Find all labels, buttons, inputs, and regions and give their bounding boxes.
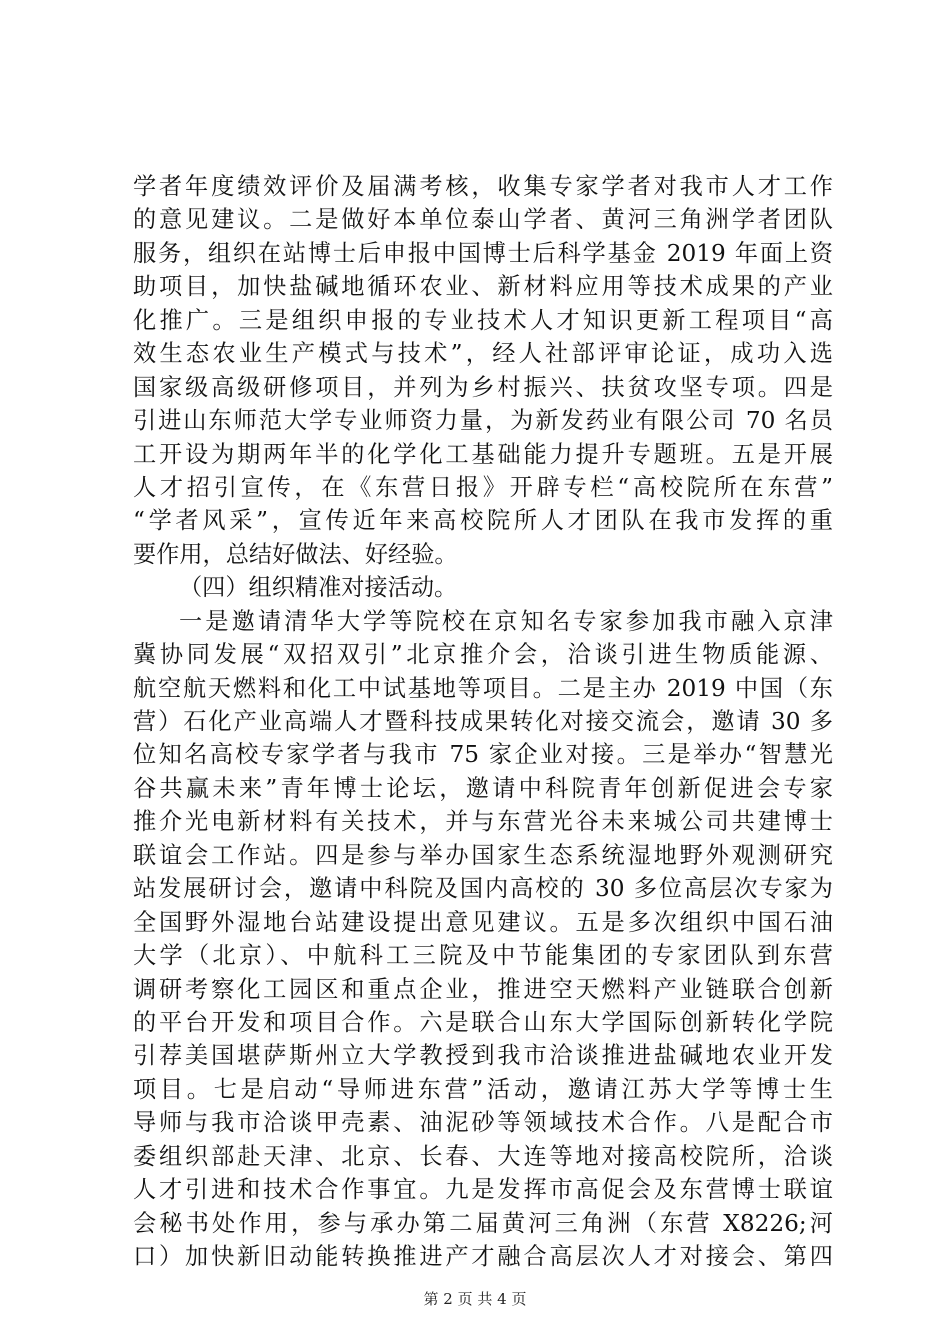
text-line: 冀协同发展“双招双引”北京推介会，洽谈引进生物质能源、 bbox=[133, 641, 833, 669]
text-line: 效生态农业生产模式与技术”，经人社部评审论证，成功入选 bbox=[133, 340, 833, 368]
body-text bbox=[133, 170, 833, 1273]
text-line: 工开设为期两年半的化学化工基础能力提升专题班。五是开展 bbox=[133, 440, 833, 468]
text-line: 谷共赢未来”青年博士论坛，邀请中科院青年创新促进会专家 bbox=[133, 774, 833, 802]
text-line: 营）石化产业高端人才暨科技成果转化对接交流会，邀请 30 多 bbox=[133, 708, 833, 735]
text-line: 调研考察化工园区和重点企业，推进空天燃料产业链联合创新 bbox=[133, 975, 833, 1003]
text-line: 导师与我市洽谈甲壳素、油泥砂等领域技术合作。八是配合市 bbox=[133, 1109, 833, 1137]
page-footer bbox=[0, 1289, 950, 1309]
text-line: 人才引进和技术合作事宜。九是发挥市高促会及东营博士联谊 bbox=[133, 1176, 833, 1204]
text-line: 的意见建议。二是做好本单位泰山学者、黄河三角洲学者团队 bbox=[133, 206, 833, 234]
text-line: 引进山东师范大学专业师资力量，为新发药业有限公司 70 名员 bbox=[133, 407, 833, 435]
text-line: 要作用，总结好做法、好经验。 bbox=[133, 540, 458, 568]
text-line: 站发展研讨会，邀请中科院及国内高校的 30 多位高层次专家为 bbox=[133, 875, 833, 903]
text-line: “学者风采”，宣传近年来高校院所人才团队在我市发挥的重 bbox=[133, 507, 833, 535]
text-line: 航空航天燃料和化工中试基地等项目。二是主办 2019 中国（东 bbox=[133, 674, 833, 702]
text-line: 服务，组织在站博士后申报中国博士后科学基金 2019 年面上资 bbox=[133, 239, 833, 267]
text-line: 人才招引宣传，在《东营日报》开辟专栏“高校院所在东营” bbox=[133, 473, 833, 501]
text-line: 位知名高校专家学者与我市 75 家企业对接。三是举办“智慧光 bbox=[133, 741, 833, 769]
section-heading: （四）组织精准对接活动。 bbox=[179, 574, 458, 602]
text-line: 联谊会工作站。四是参与举办国家生态系统湿地野外观测研究 bbox=[133, 841, 833, 869]
text-line: 引荐美国堪萨斯州立大学教授到我市洽谈推进盐碱地农业开发 bbox=[133, 1042, 833, 1070]
text-line: 推介光电新材料有关技术，并与东营光谷未来城公司共建博士 bbox=[133, 808, 833, 836]
text-line: 国家级高级研修项目，并列为乡村振兴、扶贫攻坚专项。四是 bbox=[133, 373, 833, 401]
text-line: 助项目，加快盐碱地循环农业、新材料应用等技术成果的产业 bbox=[133, 273, 833, 301]
text-line: 口）加快新旧动能转换推进产才融合高层次人才对接会、第四 bbox=[133, 1243, 833, 1270]
text-line: 委组织部赴天津、北京、长春、大连等地对接高校院所，洽谈 bbox=[133, 1142, 833, 1170]
text-line: 全国野外湿地台站建设提出意见建议。五是多次组织中国石油 bbox=[133, 908, 833, 936]
paragraph-first-line: 一是邀请清华大学等院校在京知名专家参加我市融入京津 bbox=[179, 607, 833, 635]
text-line: 化推广。三是组织申报的专业技术人才知识更新工程项目“高 bbox=[133, 306, 833, 334]
text-line: 大学（北京）、中航科工三院及中节能集团的专家团队到东营 bbox=[133, 942, 833, 970]
page-number: 第 2 页 共 4 页 bbox=[423, 1290, 527, 1308]
text-line: 项目。七是启动“导师进东营”活动，邀请江苏大学等博士生 bbox=[133, 1075, 833, 1103]
text-line: 的平台开发和项目合作。六是联合山东大学国际创新转化学院 bbox=[133, 1008, 833, 1036]
text-line: 学者年度绩效评价及届满考核，收集专家学者对我市人才工作 bbox=[133, 173, 833, 200]
text-line: 会秘书处作用，参与承办第二届黄河三角洲（东营 X8226;河 bbox=[133, 1209, 833, 1237]
